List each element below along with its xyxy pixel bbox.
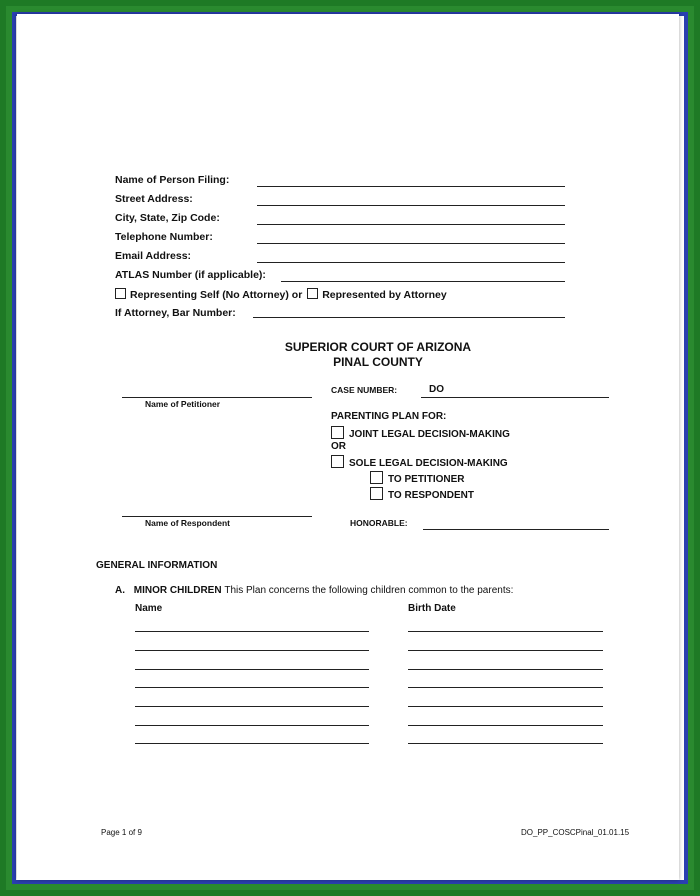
honorable-line[interactable] (423, 529, 609, 530)
item-title: MINOR CHILDREN (133, 585, 222, 596)
minor-children-item (115, 585, 513, 596)
rep-self-checkbox[interactable] (115, 288, 126, 299)
city-state-zip-line[interactable] (257, 224, 565, 225)
parenting-plan-label: PARENTING PLAN FOR: (331, 411, 447, 422)
sole-checkbox[interactable] (331, 455, 344, 468)
representation-row (115, 288, 447, 301)
court-name: SUPERIOR COURT OF ARIZONA (284, 340, 472, 354)
bar-number-line[interactable] (253, 317, 565, 318)
child-birth-line[interactable] (408, 743, 603, 744)
col-name-header: Name (135, 603, 163, 614)
city-state-zip-label: City, State, Zip Code: (115, 212, 220, 224)
child-birth-line[interactable] (408, 631, 603, 632)
or-label: OR (331, 441, 346, 452)
case-number-label: CASE NUMBER: (331, 385, 398, 395)
name-filing-line[interactable] (257, 186, 565, 187)
document-page (17, 14, 679, 880)
name-filing-label: Name of Person Filing: (115, 174, 230, 186)
child-birth-line[interactable] (408, 687, 603, 688)
form-code: DO_PP_COSCPinal_01.01.15 (521, 828, 630, 837)
child-name-line[interactable] (135, 706, 369, 707)
to-respondent-label: TO RESPONDENT (388, 490, 474, 501)
rep-self-label: Representing Self (No Attorney) or (130, 289, 303, 301)
rep-attorney-label: Represented by Attorney (322, 289, 447, 301)
child-name-line[interactable] (135, 650, 369, 651)
case-number-line[interactable] (421, 397, 609, 398)
bar-number-label: If Attorney, Bar Number: (115, 307, 236, 319)
petitioner-line[interactable] (122, 397, 312, 398)
respondent-label: Name of Respondent (145, 518, 231, 528)
sole-option (331, 455, 508, 469)
case-number-prefix: DO (429, 384, 444, 395)
street-address-label: Street Address: (115, 193, 193, 205)
child-birth-line[interactable] (408, 650, 603, 651)
col-birth-header: Birth Date (408, 603, 456, 614)
child-birth-line[interactable] (408, 706, 603, 707)
joint-option (331, 426, 510, 440)
telephone-label: Telephone Number: (115, 231, 213, 243)
email-line[interactable] (257, 262, 565, 263)
to-petitioner-label: TO PETITIONER (388, 474, 465, 485)
child-name-line[interactable] (135, 669, 369, 670)
email-label: Email Address: (115, 250, 192, 262)
child-name-line[interactable] (135, 687, 369, 688)
child-name-line[interactable] (135, 743, 369, 744)
child-birth-line[interactable] (408, 725, 603, 726)
to-respondent-checkbox[interactable] (370, 487, 383, 500)
child-name-line[interactable] (135, 631, 369, 632)
page-number: Page 1 of 9 (101, 828, 142, 837)
joint-checkbox[interactable] (331, 426, 344, 439)
respondent-line[interactable] (122, 516, 312, 517)
atlas-number-line[interactable] (281, 281, 565, 282)
item-text: This Plan concerns the following children common to the parents: (224, 585, 514, 596)
child-name-line[interactable] (135, 725, 369, 726)
to-petitioner-checkbox[interactable] (370, 471, 383, 484)
sole-label: SOLE LEGAL DECISION-MAKING (349, 458, 508, 469)
telephone-line[interactable] (257, 243, 565, 244)
atlas-number-label: ATLAS Number (if applicable): (115, 269, 266, 281)
rep-attorney-checkbox[interactable] (307, 288, 318, 299)
county-name: PINAL COUNTY (333, 355, 423, 369)
item-letter: A. (115, 585, 125, 596)
petitioner-label: Name of Petitioner (145, 399, 221, 409)
street-address-line[interactable] (257, 205, 565, 206)
to-petitioner-option (370, 471, 465, 485)
child-birth-line[interactable] (408, 669, 603, 670)
joint-label: JOINT LEGAL DECISION-MAKING (349, 429, 510, 440)
honorable-label: HONORABLE: (350, 518, 408, 528)
to-respondent-option (370, 487, 474, 501)
general-info-heading: GENERAL INFORMATION (96, 560, 218, 571)
